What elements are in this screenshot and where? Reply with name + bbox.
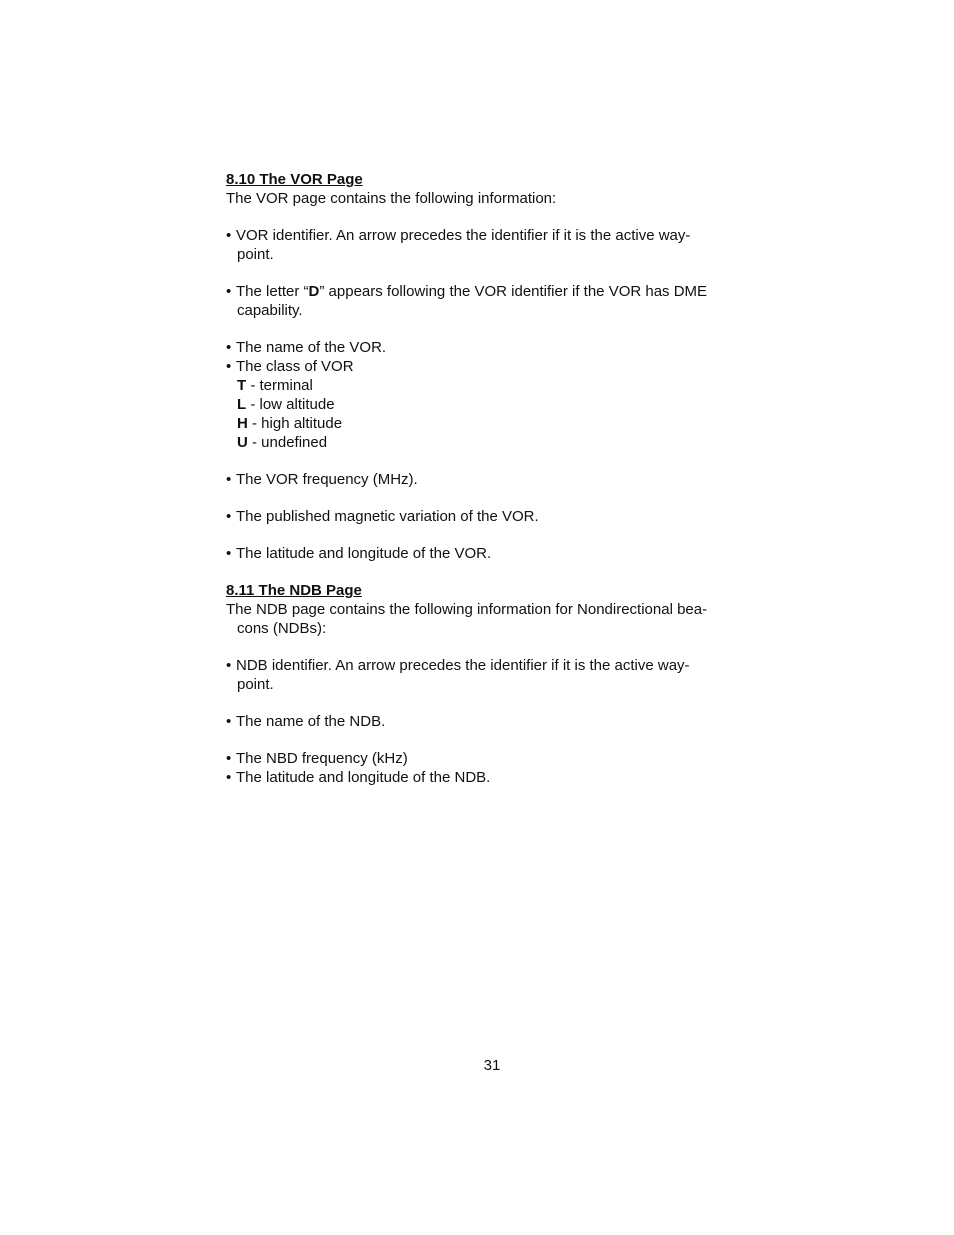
list-item-text: The latitude and longitude of the VOR. bbox=[236, 545, 492, 562]
vor-class-code: T bbox=[237, 377, 247, 394]
vor-class-code: L bbox=[237, 396, 247, 413]
list-item-text: The published magnetic variation of the VOR. bbox=[236, 508, 539, 525]
bullet-glyph: • bbox=[226, 545, 232, 562]
vor-class-desc: - undefined bbox=[247, 434, 328, 451]
vor-class-desc: - low altitude bbox=[246, 396, 335, 413]
vor-class-desc: - high altitude bbox=[247, 415, 343, 432]
list-item-text: NDB identifier. An arrow precedes the identifier if it is the active way- bbox=[236, 657, 690, 674]
list-item bbox=[226, 226, 746, 245]
spacer bbox=[226, 208, 746, 226]
spacer bbox=[226, 452, 746, 470]
list-item bbox=[226, 656, 746, 675]
vor-intro: The VOR page contains the following information: bbox=[226, 190, 557, 207]
list-item bbox=[226, 544, 746, 563]
spacer bbox=[226, 638, 746, 656]
list-item-text: The name of the NDB. bbox=[236, 713, 386, 730]
vor-class-item bbox=[226, 414, 746, 433]
list-item bbox=[226, 749, 746, 768]
page-number: 31 bbox=[483, 1057, 501, 1074]
bullet-glyph: • bbox=[226, 339, 232, 356]
list-item-text: The name of the VOR. bbox=[236, 339, 387, 356]
bullet-glyph: • bbox=[226, 283, 232, 300]
bullet-glyph: • bbox=[226, 713, 232, 730]
vor-class-item bbox=[226, 376, 746, 395]
list-item-text: ” appears following the VOR identifier if the VOR has DME bbox=[319, 283, 708, 300]
spacer bbox=[226, 563, 746, 581]
bullet-glyph: • bbox=[226, 750, 232, 767]
list-item bbox=[226, 507, 746, 526]
document-page bbox=[226, 170, 746, 787]
list-item-continuation: point. bbox=[237, 246, 274, 263]
ndb-section-heading: 8.11 The NDB Page bbox=[226, 582, 362, 599]
ndb-intro-continuation: cons (NDBs): bbox=[237, 620, 327, 637]
list-item bbox=[226, 712, 746, 731]
list-item bbox=[226, 357, 746, 376]
vor-class-item bbox=[226, 433, 746, 452]
list-item-text: The latitude and longitude of the NDB. bbox=[236, 769, 491, 786]
list-item bbox=[226, 470, 746, 489]
list-item-continuation: capability. bbox=[237, 302, 303, 319]
spacer bbox=[226, 526, 746, 544]
bullet-glyph: • bbox=[226, 769, 232, 786]
bullet-glyph: • bbox=[226, 508, 232, 525]
list-item-continuation: point. bbox=[237, 676, 274, 693]
vor-class-code: U bbox=[237, 434, 248, 451]
bullet-glyph: • bbox=[226, 471, 232, 488]
spacer bbox=[226, 731, 746, 749]
list-item bbox=[226, 338, 746, 357]
list-item-text: VOR identifier. An arrow precedes the identifier if it is the active way- bbox=[236, 227, 691, 244]
list-item bbox=[226, 768, 746, 787]
vor-section-heading: 8.10 The VOR Page bbox=[226, 171, 363, 188]
spacer bbox=[226, 694, 746, 712]
spacer bbox=[226, 320, 746, 338]
list-item-text: The class of VOR bbox=[236, 358, 354, 375]
bullet-glyph: • bbox=[226, 358, 232, 375]
vor-class-desc: - terminal bbox=[246, 377, 313, 394]
ndb-intro: The NDB page contains the following information for Nondirectional bea- bbox=[226, 601, 708, 618]
list-item bbox=[226, 282, 746, 301]
vor-class-item bbox=[226, 395, 746, 414]
bullet-glyph: • bbox=[226, 227, 232, 244]
spacer bbox=[226, 489, 746, 507]
spacer bbox=[226, 264, 746, 282]
list-item-text: The VOR frequency (MHz). bbox=[236, 471, 418, 488]
dme-letter: D bbox=[308, 283, 320, 300]
list-item-text: The letter “ bbox=[236, 283, 309, 300]
bullet-glyph: • bbox=[226, 657, 232, 674]
vor-class-code: H bbox=[237, 415, 248, 432]
list-item-text: The NBD frequency (kHz) bbox=[236, 750, 408, 767]
